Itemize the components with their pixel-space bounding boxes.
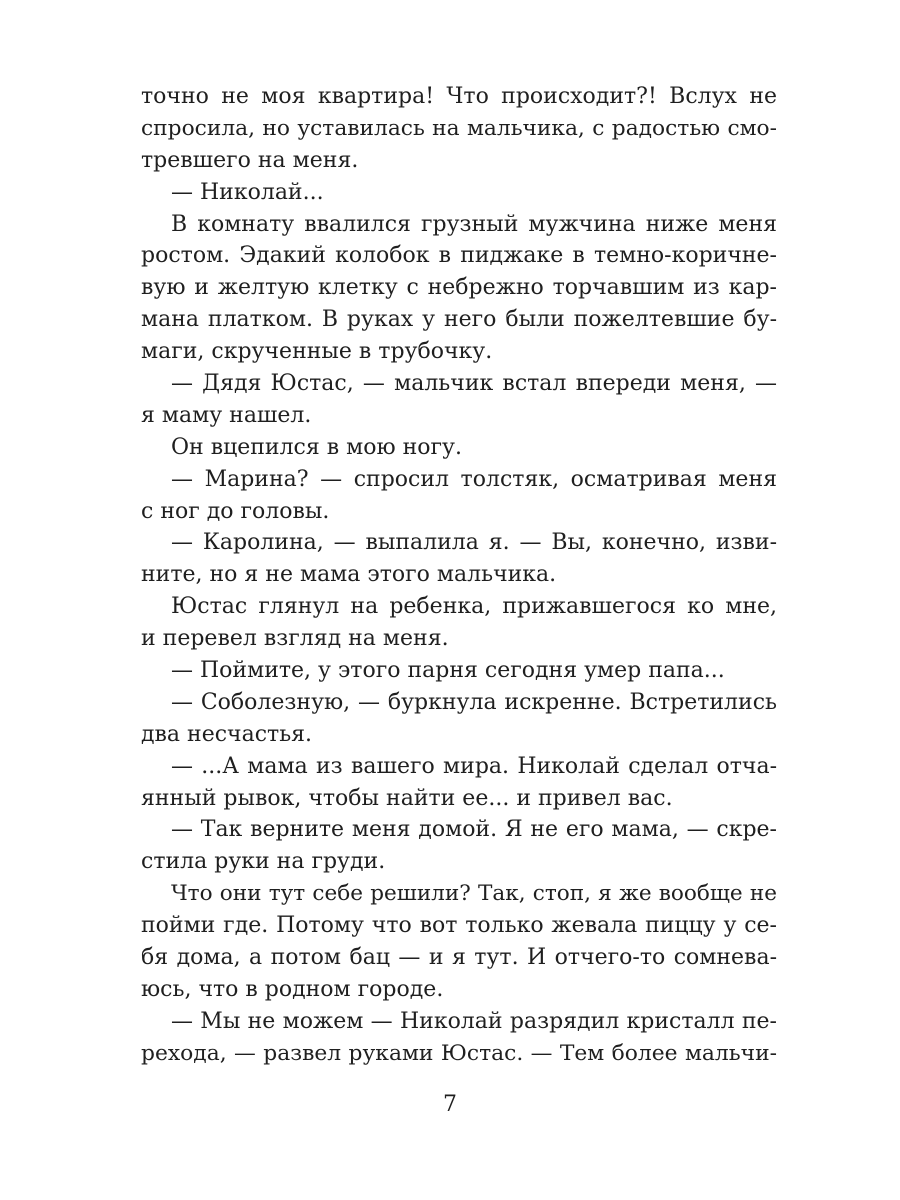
text-line: я маму нашел. — [141, 402, 312, 428]
text-line: В комнату ввалился грузный мужчина ниже меня — [171, 211, 777, 237]
text-line: янный рывок, чтобы найти ее... и привел вас. — [141, 785, 673, 811]
text-line: стила руки на груди. — [141, 849, 386, 875]
text-line: ните, но я не мама этого мальчика. — [141, 562, 557, 588]
text-line: мана платком. В руках у него были пожелтевшие бу- — [141, 307, 777, 333]
page-number: 7 — [443, 1092, 457, 1117]
text-line: — Каролина, — выпалила я. — Вы, конечно, изви- — [171, 530, 777, 556]
body-text — [141, 81, 777, 1070]
text-line: Что они тут себе решили? Так, стоп, я же вообще не — [171, 881, 777, 907]
text-line: — Так верните меня домой. Я не его мама, — скре- — [171, 817, 777, 843]
text-line: Юстас глянул на ребенка, прижавшегося ко мне, — [171, 594, 777, 620]
text-line: вую и желтую клетку с небрежно торчавшим из кар- — [141, 275, 777, 301]
text-line: маги, скрученные в трубочку. — [141, 339, 493, 365]
text-line: — Николай... — [171, 179, 324, 205]
text-line: — Мы не можем — Николай разрядил кристалл пе- — [171, 1008, 777, 1034]
text-line: два несчастья. — [141, 721, 313, 747]
text-line: — Соболезную, — буркнула искренне. Встретились — [171, 689, 777, 715]
text-line: юсь, что в родном городе. — [141, 976, 444, 1002]
text-line: тревшего на меня. — [141, 147, 359, 173]
text-line: — Марина? — спросил толстяк, осматривая меня — [171, 466, 777, 492]
text-line: и перевел взгляд на меня. — [141, 626, 449, 652]
text-line: точно не моя квартира! Что происходит?! Вслух не — [141, 84, 777, 109]
text-line: — Дядя Юстас, — мальчик встал впереди меня, — — [171, 371, 777, 397]
text-line: бя дома, а потом бац — и я тут. И отчего-то сомнева- — [141, 945, 777, 971]
text-line: рехода, — развел руками Юстас. — Тем более мальчи- — [141, 1040, 777, 1066]
text-line: Он вцепился в мою ногу. — [171, 434, 462, 460]
text-line: спросила, но уставилась на мальчика, с радостью смо- — [141, 115, 777, 141]
text-line: — Поймите, у этого парня сегодня умер папа... — [171, 658, 725, 684]
text-line: с ног до головы. — [141, 498, 330, 524]
text-line: — ...А мама из вашего мира. Николай сделал отча- — [171, 753, 777, 779]
text-line: ростом. Эдакий колобок в пиджаке в темно-коричне- — [141, 243, 777, 269]
text-line: пойми где. Потому что вот только жевала пиццу у се- — [141, 913, 777, 939]
